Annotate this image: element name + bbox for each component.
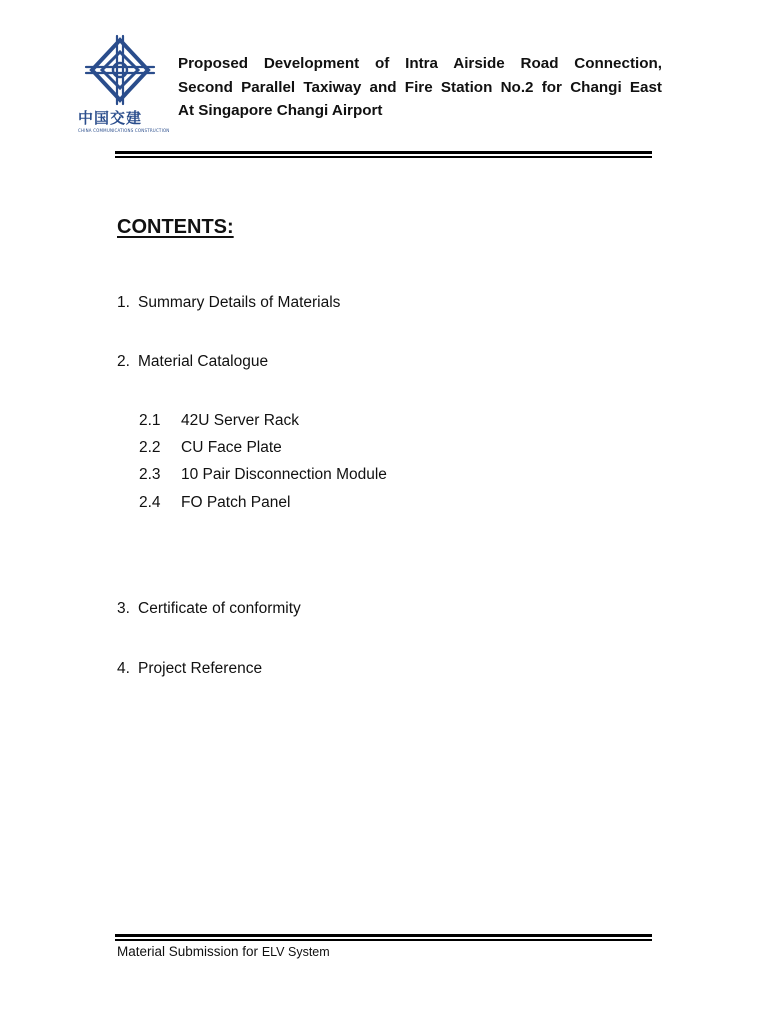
toc-subitem <box>139 412 299 430</box>
toc-item-label: 10 Pair Disconnection Module <box>181 466 387 483</box>
header-divider-bottom <box>115 156 652 158</box>
toc-item-label: Material Catalogue <box>138 353 269 370</box>
toc-item <box>117 600 301 618</box>
footer-text-system: ELV System <box>261 945 330 959</box>
toc-subitem <box>139 466 387 484</box>
company-logo <box>78 34 170 138</box>
toc-item-label: CU Face Plate <box>181 439 282 456</box>
toc-item-number: 3. <box>117 600 130 617</box>
toc-item-number: 2.4 <box>139 494 161 511</box>
toc-item-number: 2.3 <box>139 466 161 483</box>
toc-item-label: Certificate of conformity <box>138 600 301 617</box>
title-line-1: Proposed Development of Intra Airside Road Connection, <box>178 55 662 72</box>
footer-divider-bottom <box>115 939 652 941</box>
logo-text-cn: 中国交建 <box>78 109 143 127</box>
document-title <box>178 52 662 123</box>
toc-item-label: Project Reference <box>138 660 263 677</box>
toc-item-number: 2. <box>117 353 130 370</box>
toc-subitem <box>139 494 290 512</box>
footer-divider-top <box>115 934 652 937</box>
title-line-3: At Singapore Changi Airport <box>178 102 383 119</box>
toc-item-number: 2.2 <box>139 439 161 456</box>
toc-subitem <box>139 439 282 457</box>
contents-heading: CONTENTS: <box>117 216 234 238</box>
toc-item-label: Summary Details of Materials <box>138 294 341 311</box>
toc-item <box>117 294 340 312</box>
logo-emblem-icon <box>82 34 158 106</box>
toc-item <box>117 353 268 371</box>
toc-item-number: 1. <box>117 294 130 311</box>
footer-text <box>117 944 330 959</box>
toc-item-label: FO Patch Panel <box>181 494 291 511</box>
header-divider-top <box>115 151 652 154</box>
title-line-2: Second Parallel Taxiway and Fire Station No.2 for Changi East <box>178 78 662 96</box>
toc-item-number: 2.1 <box>139 412 161 429</box>
logo-text-en: CHINA COMMUNICATIONS CONSTRUCTION <box>78 128 170 133</box>
toc-item <box>117 660 262 678</box>
toc-item-number: 4. <box>117 660 130 677</box>
footer-text-main: Material Submission for <box>117 944 262 959</box>
toc-item-label: 42U Server Rack <box>181 412 300 429</box>
